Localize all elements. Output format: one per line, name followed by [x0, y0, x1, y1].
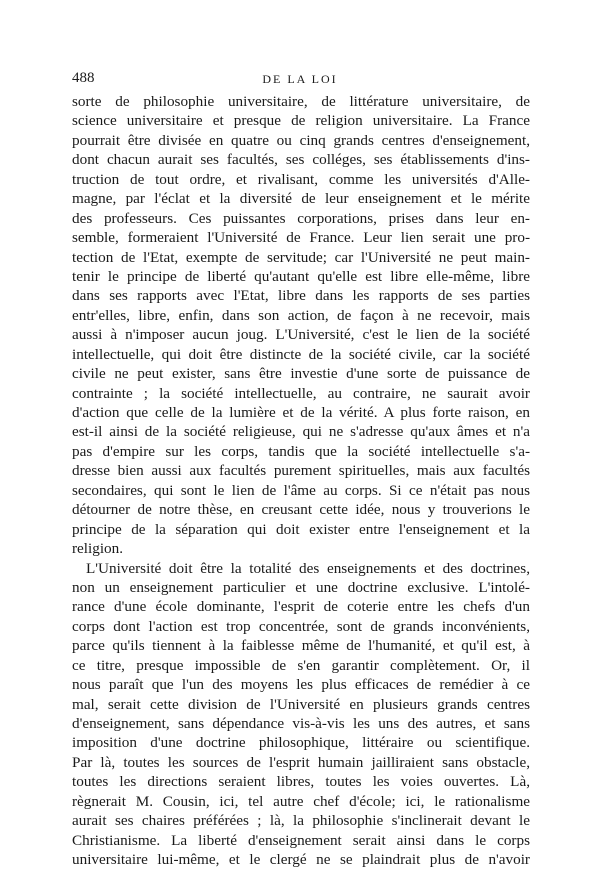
text-line: aussi à n'imposer aucun joug. L'Université, c'est le lien de la société: [72, 326, 530, 344]
text-line: aurait ses chaires préférées ; là, la philosophie s'inclinerait devant le: [72, 812, 530, 830]
text-line: Par là, toutes les sources de l'esprit humain jailliraient sans obstacle,: [72, 753, 530, 771]
text-line: rance d'une école dominante, l'esprit de coterie entre les chefs d'un: [72, 598, 530, 616]
text-line: semble, formeraient l'Université de France. Leur lien serait une pro-: [72, 229, 530, 247]
text-line: dont chacun aurait ses facultés, ses colléges, ses établissements d'ins-: [72, 151, 530, 169]
text-line: dans ses rapports avec l'Etat, libre dans les rapports de ses parties: [72, 287, 530, 305]
text-line: universitaire lui-même, et le clergé ne se plaindrait plus de n'avoir: [72, 851, 530, 869]
text-line: magne, par l'éclat et la diversité de leur enseignement et le mérite: [72, 190, 530, 208]
text-line: civile ne peut exister, sans être investie d'une sorte de puissance de: [72, 365, 530, 383]
text-line: pas d'empire sur les corps, tandis que la société intellectuelle s'a-: [72, 442, 530, 460]
paragraph-1: [72, 92, 530, 559]
text-line: truction de tout ordre, et rivalisant, comme les universités d'Alle-: [72, 170, 530, 188]
text-line: règnerait M. Cousin, ici, tel autre chef d'école; ici, le rationalisme: [72, 792, 530, 810]
page-number: 488: [72, 70, 95, 86]
text-line: mal, serait cette division de l'Université en plusieurs grands centres: [72, 695, 530, 713]
text-line: secondaires, qui sont le lien de l'âme au corps. Si ce n'était pas nous: [72, 481, 530, 499]
text-line: sorte de philosophie universitaire, de littérature universitaire, de: [72, 93, 530, 110]
running-title: DE LA LOI: [262, 72, 338, 86]
text-line: tenir le principe de liberté qu'autant qu'elle est libre elle-même, libre: [72, 267, 530, 285]
text-line: pourrait être divisée en quatre ou cinq grands centres d'enseignement,: [72, 131, 530, 149]
text-line: principe de la séparation qui doit exister entre l'enseignement et la: [72, 520, 530, 538]
text-line: imposition d'une doctrine philosophique, littéraire ou scientifique.: [72, 734, 530, 752]
text-line: détourner de notre thèse, en creusant cette idée, nous y trouverions le: [72, 501, 530, 519]
text-line: d'enseignement, sans dépendance vis-à-vis les uns des autres, et sans: [72, 715, 530, 732]
text-line: nous paraît que l'un des moyens les plus efficaces de remédier à ce: [72, 676, 530, 694]
text-line: ce titre, presque impossible de s'en garantir complètement. Or, il: [72, 656, 530, 674]
text-line: contrainte ; la société intellectuelle, au contraire, ne saurait avoir: [72, 384, 530, 402]
text-line: non un enseignement particulier et une doctrine exclusive. L'intolé-: [72, 578, 530, 596]
text-line: d'action que celle de la lumière et de la vérité. A plus forte raison, en: [72, 404, 530, 421]
text-line: intellectuelle, qui doit être distincte de la société civile, car la société: [72, 345, 530, 363]
text-line: entr'elles, libre, enfin, dans son action, de façon à ne recevoir, mais: [72, 306, 530, 324]
text-line: tection de l'Etat, exempte de servitude; car l'Université ne peut main-: [72, 248, 530, 266]
text-line: L'Université doit être la totalité des enseignements et des doctrines,: [86, 559, 530, 577]
text-line: Christianisme. La liberté d'enseignement serait ainsi dans le corps: [72, 831, 530, 849]
text-line: corps dont l'action est trop concentrée, sont de grands inconvénients,: [72, 617, 530, 635]
body-text: [72, 92, 530, 870]
text-line: des professeurs. Ces puissantes corporations, prises dans leur en-: [72, 209, 530, 227]
text-line: dresse bien aussi aux facultés purement spirituelles, mais aux facultés: [72, 462, 530, 480]
text-line: religion.: [72, 540, 124, 558]
text-line: est-il ainsi de la société religieuse, qui ne s'adresse qu'aux âmes et n'a: [72, 423, 530, 441]
text-line: science universitaire et presque de religion universitaire. La France: [72, 112, 530, 130]
text-line: parce qu'ils tiennent à la faiblesse même de l'humanité, et qu'il est, à: [72, 637, 530, 655]
text-line: toutes les directions seraient libres, toutes les voies ouvertes. Là,: [72, 773, 530, 791]
paragraph-2: [72, 559, 530, 870]
